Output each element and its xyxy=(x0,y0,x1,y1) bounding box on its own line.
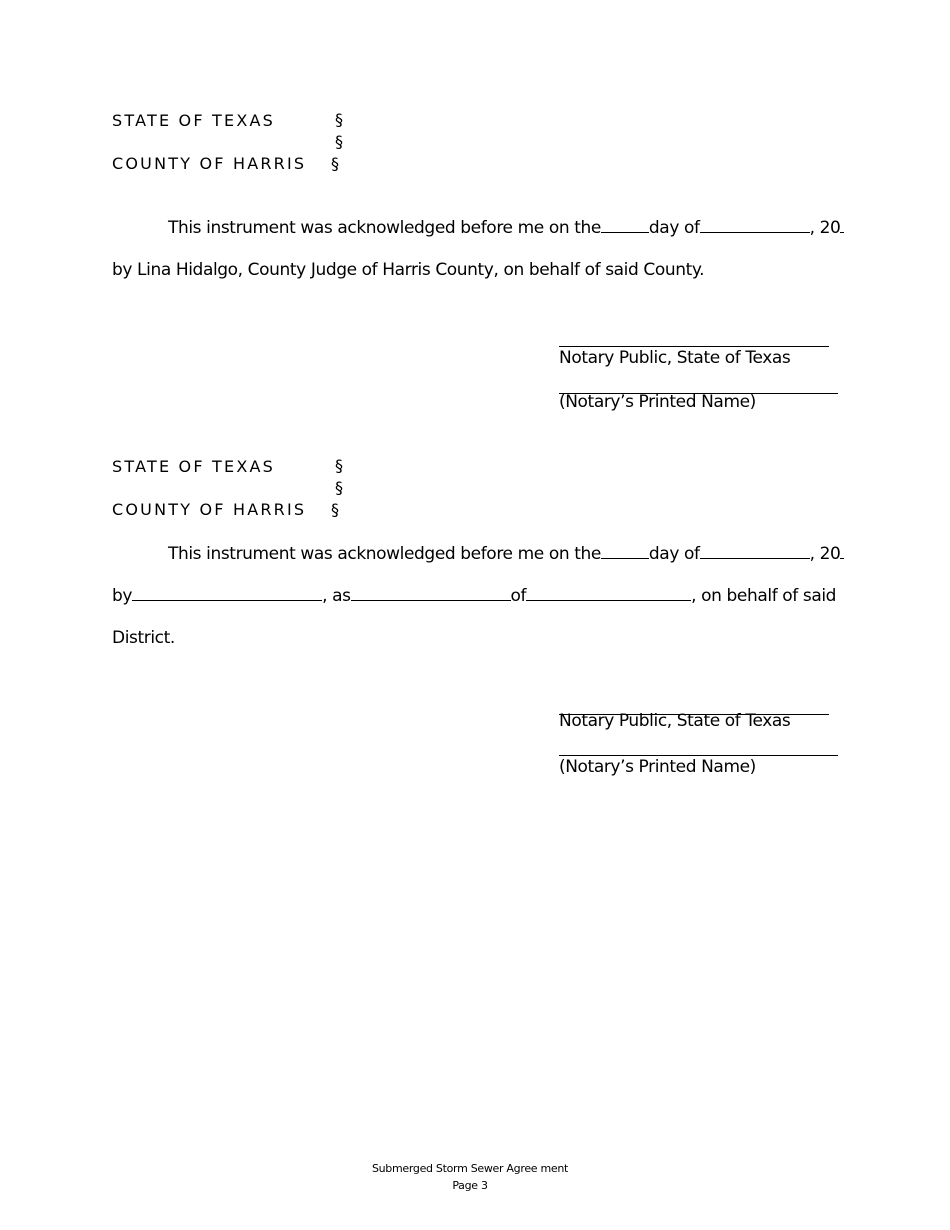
ack2-line2 xyxy=(112,585,836,606)
sig2-title: Notary Public, State of Texas xyxy=(559,711,791,731)
ack1-year-blank[interactable] xyxy=(840,217,844,233)
sig1-printed-name-label: (Notary’s Printed Name) xyxy=(559,392,756,412)
ack2-intro-text: This instrument was acknowledged before me on the xyxy=(168,544,601,564)
ack2-line3: District. xyxy=(112,628,175,648)
ack2-as: , as xyxy=(322,586,351,606)
ack2-name-blank[interactable] xyxy=(132,585,322,601)
footer-doc-title: Submerged Storm Sewer Agree ment xyxy=(371,1162,569,1175)
ack2-year-blank[interactable] xyxy=(840,543,844,559)
sig2-printed-name-line[interactable] xyxy=(559,755,838,756)
venue1-section-mark-2: § xyxy=(335,132,343,151)
ack2-day-blank[interactable] xyxy=(601,543,649,559)
sig1-title: Notary Public, State of Texas xyxy=(559,348,791,368)
ack2-title-blank[interactable] xyxy=(351,585,511,601)
ack2-on-behalf: , on behalf of said xyxy=(691,586,837,606)
ack1-line1 xyxy=(168,217,844,238)
venue2-section-mark-2: § xyxy=(335,478,343,497)
venue1-section-mark-1: § xyxy=(335,110,343,129)
venue1-section-mark-3: § xyxy=(331,154,339,173)
sig2-printed-name-label: (Notary’s Printed Name) xyxy=(559,757,756,777)
ack1-intro-text: This instrument was acknowledged before me on the xyxy=(168,218,601,238)
ack2-month-blank[interactable] xyxy=(700,543,810,559)
venue1-state: STATE OF TEXAS xyxy=(112,111,275,130)
ack1-year-prefix: , 20 xyxy=(809,218,841,238)
venue1-county: COUNTY OF HARRIS xyxy=(112,154,307,173)
venue2-state: STATE OF TEXAS xyxy=(112,457,275,476)
ack2-year-prefix: , 20 xyxy=(809,544,841,564)
venue2-section-mark-1: § xyxy=(335,456,343,475)
venue2-county: COUNTY OF HARRIS xyxy=(112,500,307,519)
ack2-of: of xyxy=(510,586,527,606)
footer-page-number: Page 3 xyxy=(452,1179,488,1192)
sig1-signature-line[interactable] xyxy=(559,346,829,347)
venue2-section-mark-3: § xyxy=(331,500,339,519)
ack2-day-of: day of xyxy=(648,544,700,564)
ack2-line1 xyxy=(168,543,844,564)
ack1-line2: by Lina Hidalgo, County Judge of Harris County, on behalf of said County. xyxy=(112,260,705,280)
ack1-month-blank[interactable] xyxy=(700,217,810,233)
ack1-day-blank[interactable] xyxy=(601,217,649,233)
ack2-entity-blank[interactable] xyxy=(526,585,691,601)
ack2-by: by xyxy=(112,586,133,606)
ack1-day-of: day of xyxy=(648,218,700,238)
